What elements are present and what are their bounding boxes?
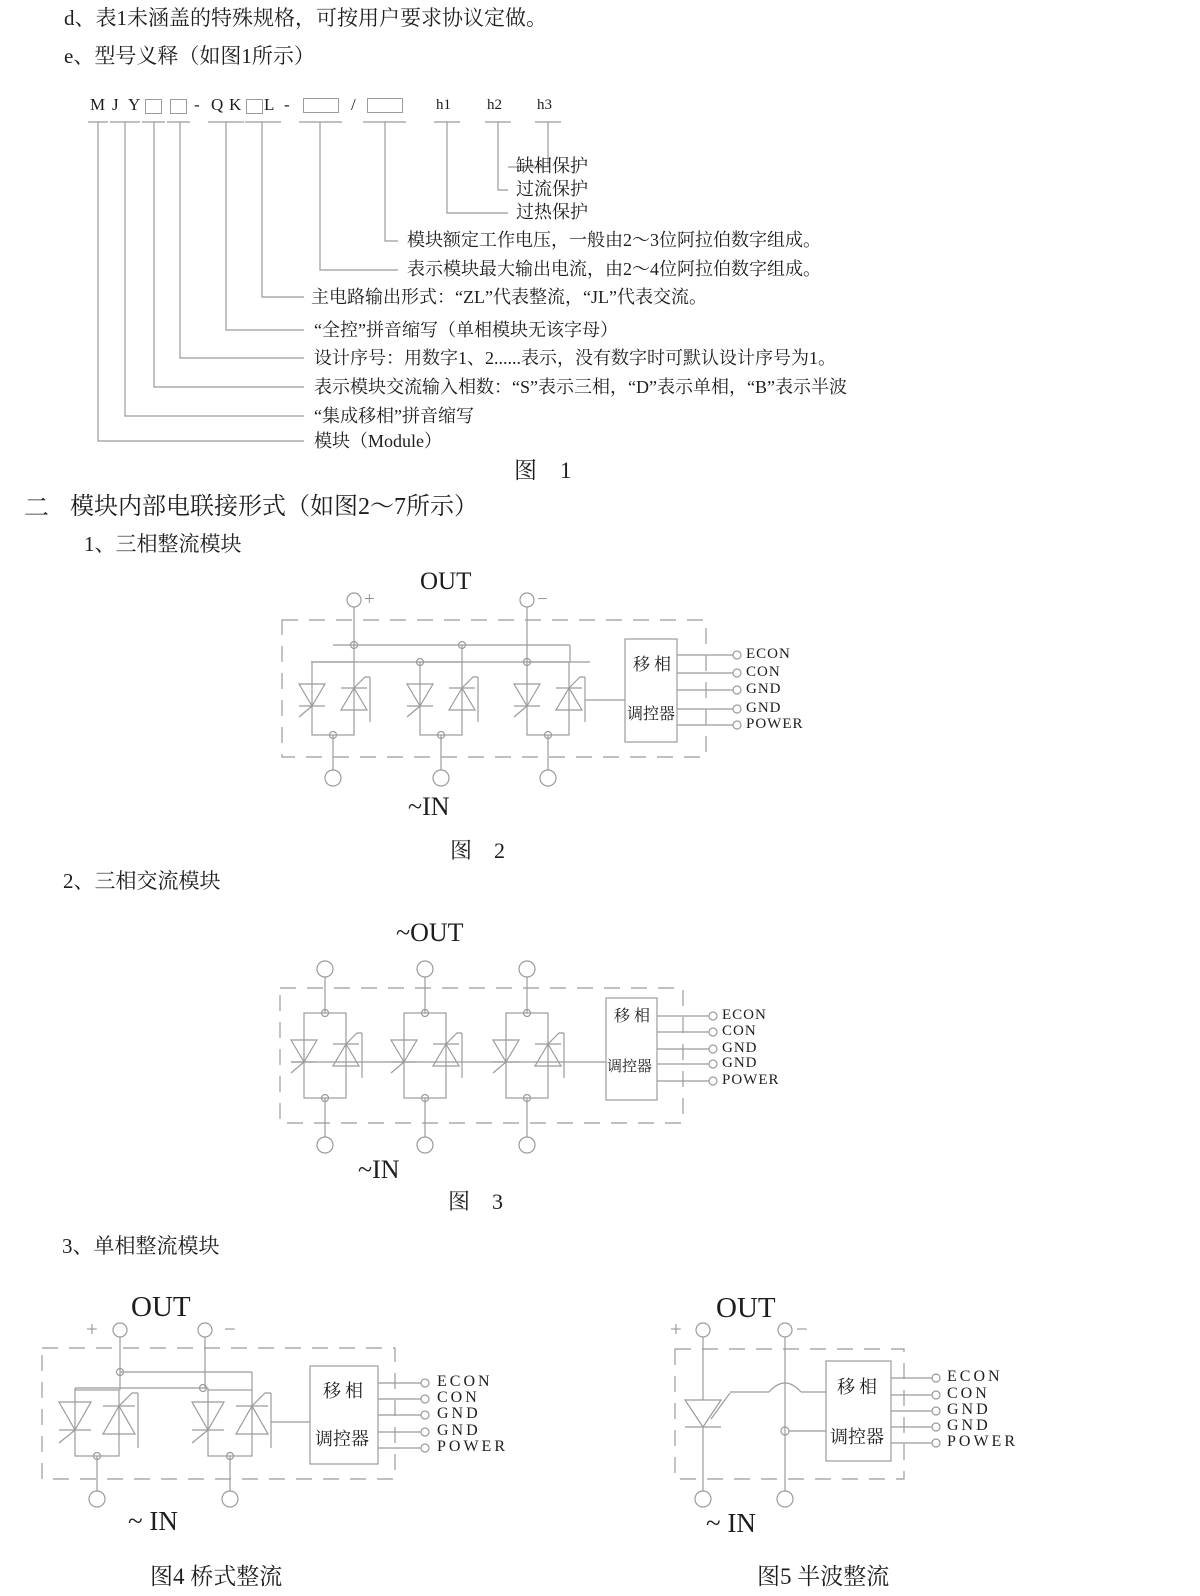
fig2-plus-sign: + (364, 589, 375, 610)
fig3-caption: 图 3 (448, 1189, 504, 1214)
fig5-out-label: OUT (716, 1292, 776, 1324)
model-box-voltage (303, 98, 339, 113)
fig5-controller-line2: 调控器 (830, 1427, 884, 1447)
fig5-plus-sign: + (670, 1317, 682, 1341)
fig5-pin-econ: ECON (947, 1368, 1003, 1385)
fig1-label-phase-loss: 缺相保护 (516, 156, 588, 176)
model-slash: / (351, 95, 356, 114)
fig1-label-overheat: 过热保护 (516, 202, 588, 222)
section2-item2: 2、三相交流模块 (63, 869, 221, 893)
fig5-schematic (675, 1323, 940, 1507)
fig5-controller-line1: 移相 (837, 1377, 881, 1397)
fig2-out-label: OUT (420, 568, 472, 595)
fig3-pin-gnd1: GND (722, 1040, 758, 1056)
fig2-pin-gnd1: GND (746, 681, 782, 697)
model-char-l: L (264, 95, 275, 114)
fig1-label-output-form: 主电路输出形式：“ZL”代表整流，“JL”代表交流。 (311, 287, 707, 307)
fig1-caption: 图 1 (514, 458, 572, 483)
intro-line-d: d、表1未涵盖的特殊规格，可按用户要求协议定做。 (64, 6, 547, 30)
fig3-pin-con: CON (722, 1023, 757, 1039)
fig2-controller-line2: 调控器 (627, 706, 676, 723)
fig3-pin-econ: ECON (722, 1007, 767, 1023)
section2-item3: 3、单相整流模块 (62, 1234, 220, 1258)
fig4-out-label: OUT (131, 1291, 191, 1323)
fig5-caption: 图5 半波整流 (757, 1564, 890, 1589)
fig4-caption: 图4 桥式整流 (150, 1564, 283, 1589)
fig5-pin-gnd1: GND (947, 1401, 991, 1418)
section2-item1: 1、三相整流模块 (84, 532, 242, 556)
fig4-pin-econ: ECON (437, 1373, 493, 1390)
fig2-minus-sign: − (537, 589, 548, 610)
fig1-label-input-phases: 表示模块交流输入相数：“S”表示三相，“D”表示单相，“B”表示半波 (314, 377, 847, 397)
fig2-pin-power: POWER (746, 716, 804, 732)
fig4-schematic (42, 1323, 429, 1507)
fig1-label-design-serial: 设计序号：用数字1、2......表示，没有数字时可默认设计序号为1。 (314, 348, 836, 368)
intro-line-e: e、型号义释（如图1所示） (64, 44, 315, 68)
model-char-k: K (229, 95, 242, 114)
fig3-schematic (280, 961, 717, 1153)
fig2-pin-gnd2: GND (746, 700, 782, 716)
fig4-pin-power: POWER (437, 1438, 508, 1455)
fig2-caption: 图 2 (450, 838, 506, 863)
fig2-in-label: ~IN (408, 792, 450, 821)
fig4-pin-gnd2: GND (437, 1422, 481, 1439)
fig3-in-label: ~IN (358, 1155, 400, 1184)
section2-number: 二 (24, 495, 50, 522)
fig1-label-quankong: “全控”拼音缩写（单相模块无该字母） (314, 320, 618, 340)
fig1-label-overcurrent: 过流保护 (516, 179, 588, 199)
fig4-pin-gnd1: GND (437, 1405, 481, 1422)
fig3-controller-line1: 移相 (614, 1008, 655, 1025)
fig4-controller-line2: 调控器 (315, 1429, 369, 1449)
model-box-1 (145, 99, 162, 114)
fig4-pin-con: CON (437, 1389, 480, 1406)
model-char-y: Y (128, 95, 141, 114)
fig5-pin-con: CON (947, 1385, 990, 1402)
model-char-q: Q (211, 95, 224, 114)
model-h2: h2 (487, 97, 502, 113)
fig1-label-jicheng-yixiang: “集成移相”拼音缩写 (314, 406, 474, 426)
fig2-pin-con: CON (746, 664, 781, 680)
fig3-controller-line2: 调控器 (607, 1059, 653, 1075)
model-box-3 (246, 99, 263, 114)
model-box-2 (170, 99, 187, 114)
model-char-j: J (112, 95, 119, 114)
section2-title: 模块内部电联接形式（如图2～7所示） (70, 494, 478, 520)
fig4-minus-sign: − (224, 1317, 236, 1341)
model-h1: h1 (436, 97, 451, 113)
fig3-pin-gnd2: GND (722, 1055, 758, 1071)
model-char-m: M (90, 95, 106, 114)
fig2-pin-econ: ECON (746, 646, 791, 662)
model-box-current (367, 98, 403, 113)
fig2-controller-line1: 移相 (633, 655, 675, 674)
fig5-pin-power: POWER (947, 1433, 1018, 1450)
model-dash-2: - (284, 95, 290, 114)
fig4-plus-sign: + (86, 1317, 98, 1341)
fig1-label-module: 模块（Module） (314, 431, 442, 451)
model-h3: h3 (537, 97, 552, 113)
fig1-label-rated-voltage: 模块额定工作电压，一般由2～3位阿拉伯数字组成。 (407, 230, 821, 250)
fig3-pin-power: POWER (722, 1072, 780, 1088)
fig3-out-label: ~OUT (396, 918, 464, 947)
fig5-minus-sign: − (796, 1317, 808, 1341)
fig1-label-max-current: 表示模块最大输出电流，由2～4位阿拉伯数字组成。 (407, 259, 821, 279)
fig4-controller-line1: 移相 (323, 1381, 367, 1401)
fig2-schematic (282, 593, 741, 786)
model-dash-1: - (194, 95, 200, 114)
fig5-pin-gnd2: GND (947, 1417, 991, 1434)
fig5-in-label: ~ IN (706, 1508, 756, 1538)
fig4-in-label: ~ IN (128, 1506, 178, 1536)
